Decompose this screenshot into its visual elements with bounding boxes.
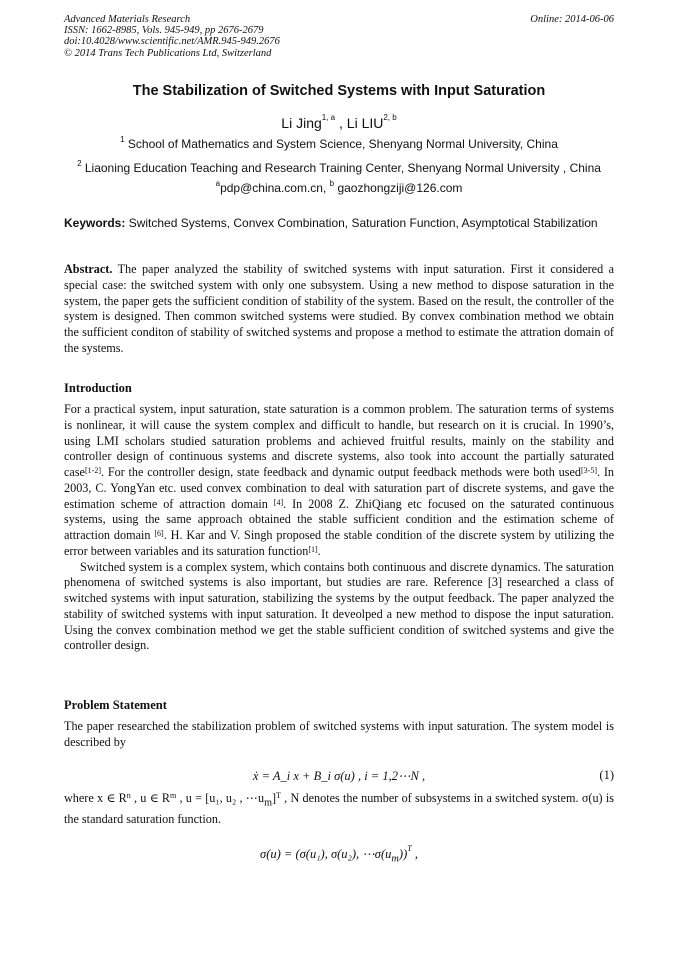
abstract-label: Abstract. — [64, 262, 113, 276]
citation-1: [1-2] — [84, 466, 101, 475]
where-clause — [64, 790, 614, 827]
intro-text-b: . For the controller design, state feedback and dynamic output feedback methods were both used — [100, 465, 582, 479]
introduction-paragraph-2 — [64, 560, 614, 655]
author-separator: , — [335, 115, 347, 131]
citation-2: [3-5] — [581, 466, 598, 475]
journal-name: Advanced Materials Research — [64, 14, 191, 25]
citation-3: [4] — [273, 497, 284, 507]
where-sup-n: n — [126, 791, 131, 800]
doi-line: doi:10.4028/www.scientific.net/AMR.945-949.2676 — [64, 36, 280, 48]
abstract — [64, 262, 614, 357]
author-1-sup: 1, a — [321, 113, 336, 122]
email-a-sup: a — [215, 179, 221, 188]
affiliation-2 — [0, 161, 678, 175]
keywords-text: Switched Systems, Convex Combination, Saturation Function, Asymptotical Stabilization — [125, 216, 598, 230]
intro-text-d: . In 2008 Z. ZhiQiang etc focused on the saturated continuous systems, using the same approach obtained the stable sufficient condition and the estimation scheme of attraction domain — [64, 496, 615, 542]
introduction-body — [64, 402, 614, 654]
affiliation-2-text: Liaoning Education Teaching and Research Training Center, Shenyang Normal University , China — [81, 161, 601, 175]
intro-text-f: . — [317, 543, 321, 558]
eq2-close: )) — [398, 847, 408, 861]
where-text-b: , u ∈ R — [130, 791, 171, 805]
affiliation-1-sup: 1 — [120, 135, 125, 144]
affiliation-1 — [0, 137, 678, 151]
intro-text-c: . In 2003, C. YongYan etc. used convex combination to deal with saturation part of discrete systems, and gave the estimation scheme of attraction domain — [64, 465, 614, 511]
where-text-c: , u = [u₁, u₂ , ⋯u — [176, 791, 265, 805]
citation-4: [6] — [154, 529, 164, 538]
eq2-text: σ(u) = (σ(u₁), σ(u₂), ⋯σ(u — [260, 847, 392, 861]
eq2-end: , — [411, 847, 418, 861]
email-a: pdp@china.com.cn, — [220, 181, 330, 195]
email-b: gaozhongziji@126.com — [334, 181, 463, 195]
where-text-a: where x ∈ R — [64, 791, 127, 805]
equation-2-body — [64, 846, 614, 865]
keywords — [64, 216, 614, 231]
where-text-e: , N denotes the number of subsystems in a switched system. σ(u) is the standard saturation function. — [64, 791, 614, 827]
intro-text-a: For a practical system, input saturation, state saturation is a common problem. The saturation terms of systems is nonlinear, it will cause the system complex and difficult to handle, but research on it is crucial. In 1990’s, using LMI scholars studied saturation problems and achieved fruitful results, mainly on the stability and controller design of continuous systems and discrete systems, also took into account the partially saturated case — [64, 402, 614, 479]
problem-statement-paragraph: The paper researched the stabilization problem of switched systems with input saturation. The system model is described by — [64, 719, 614, 749]
equation-1-number: (1) — [599, 768, 614, 782]
paper-title: The Stabilization of Switched Systems with Input Saturation — [132, 83, 546, 99]
author-2: Li LIU — [346, 115, 384, 131]
introduction-paragraph-1 — [64, 402, 614, 560]
journal-header — [64, 14, 280, 59]
author-2-sup: 2, b — [383, 113, 397, 122]
issn-line: ISSN: 1662-8985, Vols. 945-949, pp 2676-2679 — [64, 25, 264, 37]
eq2-sub-m: m — [391, 853, 399, 865]
introduction-heading: Introduction — [64, 381, 132, 395]
intro-text-e: . H. Kar and V. Singh proposed the stable condition of the discrete system by utilizing the error between variables and its saturation function — [64, 528, 614, 558]
affiliation-1-text: School of Mathematics and System Science, Shenyang Normal University, China — [124, 137, 558, 151]
affiliation-2-sup: 2 — [77, 159, 82, 168]
email-b-sup: b — [329, 179, 335, 188]
equation-1-body: ẋ = A_i x + B_i σ(u) , i = 1,2⋯N , — [252, 769, 426, 783]
where-sub-m: m — [264, 797, 272, 809]
where-sup-t: T — [276, 791, 281, 800]
copyright-line: © 2014 Trans Tech Publications Ltd, Switzerland — [64, 47, 272, 59]
problem-statement-heading: Problem Statement — [64, 698, 167, 712]
abstract-text: The paper analyzed the stability of switched systems with input saturation. First it considered a special case: the switched system with only one subsystem. Using a new method to dispose saturation in the system, the paper gets the sufficient condition of stability of the system. Based on the result, the controller of the system is designed. Then common switched systems were studied. By convex combination method we obtain the sufficient conditon of stability of switched systems and propose a method to estimate the attration domain of the systems. — [64, 262, 614, 355]
online-date: Online: 2014-06-06 — [530, 14, 614, 25]
where-sup-m: m — [170, 791, 177, 800]
where-text-d: ] — [271, 791, 277, 805]
intro-text-p2: Switched system is a complex system, which contains both continuous and discrete dynamics. The saturation phenomena of switched systems is also important, but studies are rare. Reference [3] researched a class of switched systems with input saturation, stabilizing the systems by the output feedback. The paper analyzed the stability of switched systems with input saturation. It deveolped a new method to dispose the input saturation. Using the convex combination method we get the stable sufficient condition of switched systems and give the controller design. — [64, 559, 614, 653]
eq2-sup-t: T — [407, 844, 412, 853]
email-line — [0, 181, 678, 195]
author-1: Li Jing — [281, 115, 322, 131]
citation-5: [1] — [308, 544, 318, 554]
keywords-label: Keywords: — [64, 216, 126, 230]
author-line — [0, 115, 678, 131]
